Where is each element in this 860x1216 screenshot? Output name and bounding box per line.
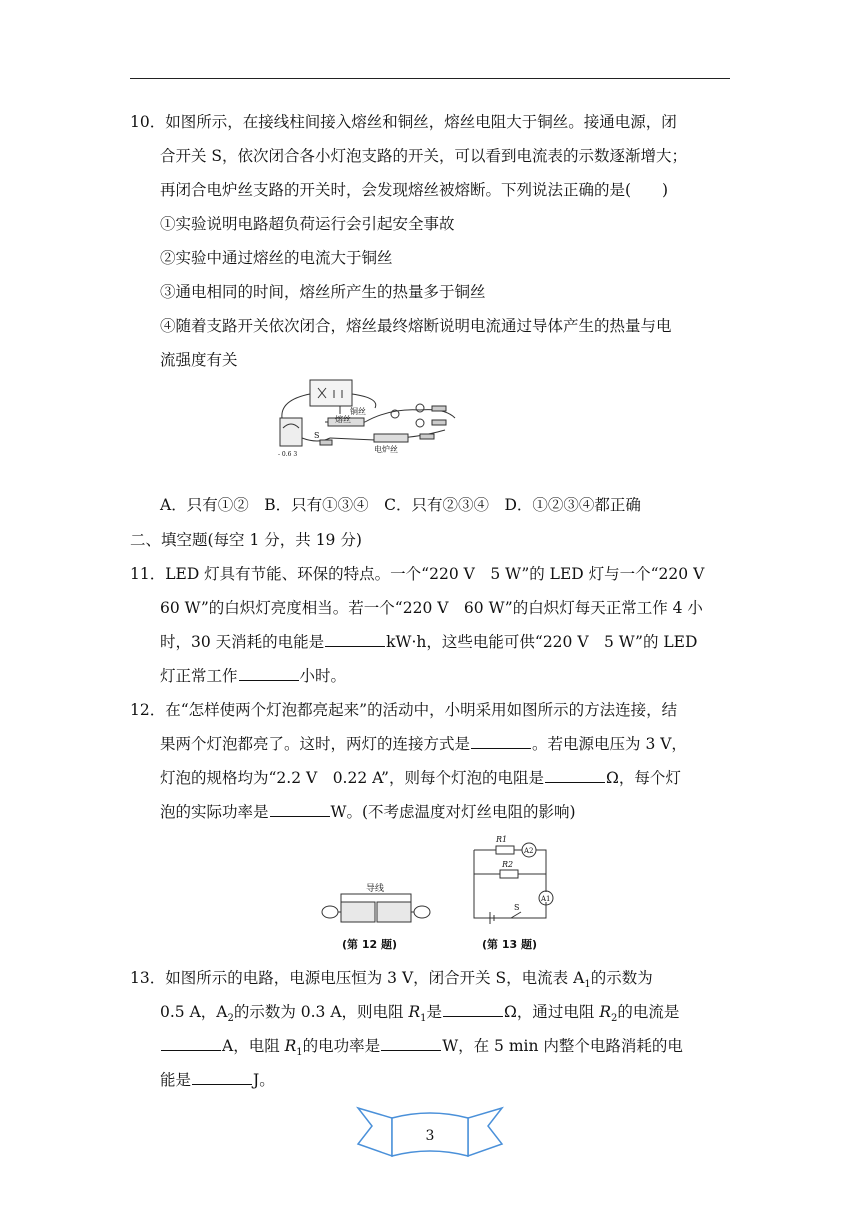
q10-statement-2: ②实验中通过熔丝的电流大于铜丝 (160, 249, 393, 267)
q13-text: A，电阻 (222, 1037, 285, 1055)
q13-text: 的电流是 (617, 1003, 680, 1021)
answer-blank[interactable] (270, 802, 330, 817)
q10-circuit-figure (270, 378, 470, 460)
q10-statement-3: ③通电相同的时间，熔丝所产生的热量多于铜丝 (160, 283, 486, 301)
answer-blank[interactable] (161, 1036, 221, 1051)
q12-text: Ω，每个灯 (605, 769, 681, 787)
header-rule (130, 78, 730, 79)
q13-sub: 1 (296, 1047, 303, 1059)
q10-line-3: 再闭合电炉丝支路的开关时，会发现熔丝被熔断。下列说法正确的是( ) (160, 181, 669, 199)
q13-caption: (第 13 题) (482, 938, 538, 951)
q13-text: Ω，通过电阻 (504, 1003, 600, 1021)
q10-statement-1: ①实验说明电路超负荷运行会引起安全事故 (160, 215, 455, 233)
q13-text: 的示数为 0.3 A，则电阻 (233, 1003, 409, 1021)
q13-text: 能是 (160, 1071, 192, 1089)
q12-caption: (第 12 题) (342, 938, 398, 951)
q11-text: kW·h，这些电能可供“220 V 5 W”的 LED (386, 633, 698, 651)
answer-blank[interactable] (381, 1036, 441, 1051)
q13-text: 0.5 A，A (160, 1003, 228, 1021)
q12-text: W。(不考虑温度对灯丝电阻的影响) (330, 803, 576, 821)
q10-statement-4-cont: 流强度有关 (160, 351, 238, 369)
q13-sub: 2 (611, 1013, 618, 1025)
q12-bulbs-figure (316, 880, 436, 930)
q13-text: J。 (253, 1071, 275, 1089)
answer-blank[interactable] (443, 1002, 503, 1017)
r1-label: R1 (496, 835, 508, 844)
q13-text: W，在 5 min 内整个电路消耗的电 (442, 1037, 683, 1055)
q12-line-2 (160, 734, 687, 754)
answer-blank[interactable] (325, 632, 385, 647)
fuse-label: 熔丝 (335, 415, 351, 424)
r2-label: R2 (502, 860, 514, 869)
a2-label: A2 (524, 847, 534, 855)
q13-var: R (408, 1003, 421, 1021)
copper-label: 铜丝 (350, 407, 366, 416)
q11-line-2: 60 W”的白炽灯亮度相当。若一个“220 V 60 W”的白炽灯每天正常工作 4 小 (160, 599, 703, 617)
answer-blank[interactable] (471, 734, 531, 749)
q11-text: 时，30 天消耗的电能是 (160, 633, 325, 651)
q13-sub: 2 (227, 1013, 234, 1025)
q10-statement-4: ④随着支路开关依次闭合，熔丝最终熔断说明电流通过导体产生的热量与电 (160, 317, 672, 335)
q11-line-4 (160, 666, 346, 686)
switch-s-label: S (514, 903, 520, 912)
q12-text: 果两个灯泡都亮了。这时，两灯的连接方式是 (160, 735, 471, 753)
q13-circuit-figure (466, 830, 566, 926)
q12-text: 灯泡的规格均为“2.2 V 0.22 A”，则每个灯泡的电阻是 (160, 769, 544, 787)
wire-label: 导线 (366, 884, 385, 894)
q13-var: R (284, 1037, 297, 1055)
answer-blank[interactable] (192, 1070, 252, 1085)
a1-label: A1 (541, 895, 551, 903)
q13-line-3 (160, 1036, 683, 1063)
q13-line-2 (160, 1002, 679, 1029)
q12-line-4 (160, 802, 576, 822)
q12-line-3 (160, 768, 681, 788)
q11-text: 灯正常工作 (160, 667, 238, 685)
q13-sub: 1 (420, 1013, 427, 1025)
answer-blank[interactable] (545, 768, 605, 783)
q13-line-1 (130, 968, 653, 995)
q13-text: 的电功率是 (302, 1037, 381, 1055)
answer-blank[interactable] (239, 666, 299, 681)
q11-line-3 (160, 632, 697, 652)
q13-text: 13．如图所示的电路，电源电压恒为 3 V，闭合开关 S，电流表 A (130, 969, 585, 987)
q10-line-1: 10．如图所示，在接线柱间接入熔丝和铜丝，熔丝电阻大于铜丝。接通电源，闭 (130, 113, 677, 131)
q10-options: A．只有①② B．只有①③④ C．只有②③④ D．①②③④都正确 (160, 496, 641, 514)
q12-text: 泡的实际功率是 (160, 803, 269, 821)
q11-text: 小时。 (299, 667, 347, 685)
heater-label: 电炉丝 (374, 445, 398, 454)
section-2-heading: 二、填空题(每空 1 分，共 19 分) (130, 531, 362, 549)
q13-line-4 (160, 1070, 275, 1090)
q13-text: 的示数为 (590, 969, 653, 987)
q11-line-1: 11．LED 灯具有节能、环保的特点。一个“220 V 5 W”的 LED 灯与一个“220 V (130, 565, 705, 583)
q13-var: R (599, 1003, 611, 1021)
switch-label: S (314, 431, 320, 440)
q12-line-1: 12．在“怎样使两个灯泡都亮起来”的活动中，小明采用如图所示的方法连接，结 (130, 701, 678, 719)
q13-text: 是 (426, 1003, 443, 1021)
q13-sub: 1 (584, 979, 591, 991)
q12-text: 。若电源电压为 3 V， (532, 735, 687, 753)
page-number: 3 (425, 1128, 435, 1144)
meter-scale-label: - 0.6 3 (278, 451, 298, 458)
q10-line-2: 合开关 S，依次闭合各小灯泡支路的开关，可以看到电流表的示数逐渐增大； (160, 147, 688, 165)
